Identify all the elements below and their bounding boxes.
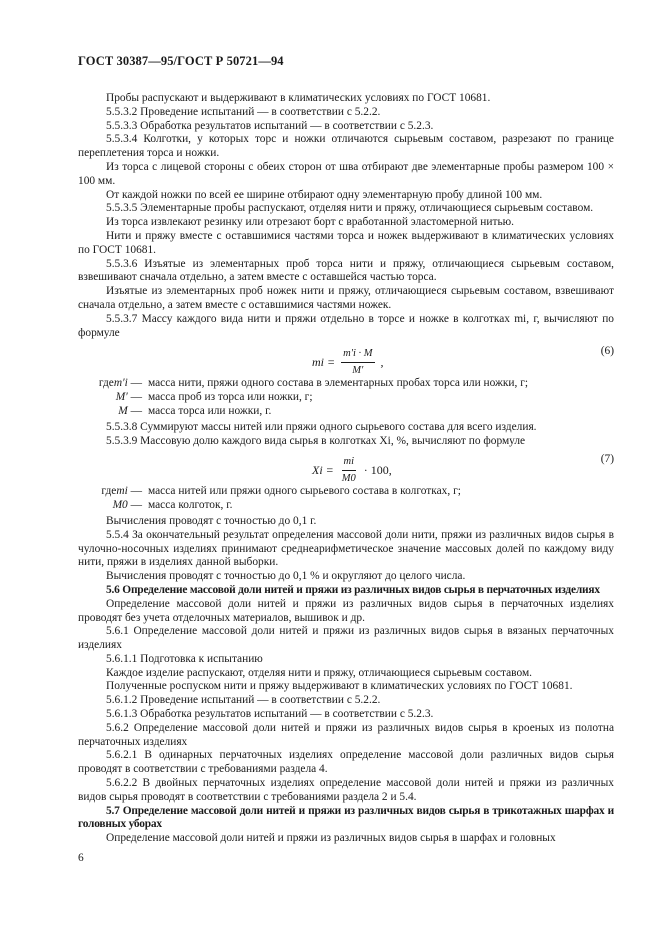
- formula-7-number: (7): [600, 453, 614, 466]
- formula-7-denominator: M0: [341, 473, 356, 485]
- paragraph: Изъятые из элементарных проб ножек нити и пряжу, отличающиеся сырьевым составом, взвешивают сначала отдельно, а затем вместе с оставшимися частями ножек.: [78, 285, 614, 311]
- formula-7-lhs: Xi =: [312, 462, 334, 477]
- paragraph-group-a: [78, 92, 614, 340]
- paragraph: Нити и пряжу вместе с оставшимися частями торса и ножек выдерживают в климатических условиях по ГОСТ 10681.: [78, 229, 614, 256]
- legend-definition: масса торса или ножки, г.: [148, 404, 272, 417]
- formula-6-numerator: m′i · M: [341, 347, 374, 363]
- paragraph: 5.6.2.2 В двойных перчаточных изделиях определение массовой доли нитей и пряжи из различных видов сырья проводят в соответствии с требованиями раздела 2 и 5.4.: [78, 777, 614, 803]
- paragraph: Вычисления проводят с точностью до 0,1 % и округляют до целого числа.: [106, 570, 466, 583]
- formula-6-legend: [78, 377, 614, 418]
- formula-7: [78, 451, 614, 485]
- legend-definition: масса нитей или пряжи одного сырьевого состава в колготках, г;: [148, 485, 461, 498]
- paragraph: 5.6.2 Определение массовой доли нитей и пряжи из различных видов сырья в кроеных из полотна перчаточных изделиях: [78, 721, 614, 748]
- paragraph: 5.5.3.6 Изъятые из элементарных проб торса нити и пряжу, отличающиеся сырьевым составом, взвешивают сначала отдельно, а затем вместе с оставшейся частью торса.: [78, 257, 614, 284]
- legend-symbol: M0 —: [112, 499, 142, 512]
- legend-lead: где: [101, 485, 117, 498]
- paragraph: Каждое изделие распускают, отделяя нити и пряжу, отличающиеся сырьевым составом.: [106, 666, 533, 679]
- paragraph: 5.5.3.8 Суммируют массы нитей или пряжи одного сырьевого состава для всего изделия.: [106, 420, 537, 433]
- paragraph: 5.5.3.4 Колготки, у которых торс и ножки отличаются сырьевым составом, разрезают по границе переплетения торса и ножки.: [78, 133, 614, 160]
- paragraph: От каждой ножки по всей ее ширине отбирают одну элементарную пробу длиной 100 мм.: [106, 188, 543, 201]
- formula-6-number: (6): [600, 345, 614, 358]
- legend-symbol: M —: [118, 404, 142, 417]
- paragraph-group-b: [78, 421, 614, 449]
- paragraph: 5.5.3.2 Проведение испытаний — в соответствии с 5.2.2.: [106, 105, 381, 118]
- paragraph: 5.6.1.3 Обработка результатов испытаний — в соответствии с 5.2.3.: [106, 708, 434, 721]
- paragraph: 5.6.1.2 Проведение испытаний — в соответствии с 5.2.2.: [106, 694, 381, 707]
- legend-symbol-text: M′: [115, 391, 128, 404]
- paragraph-group-e: [78, 832, 614, 846]
- section-heading-5-7: 5.7 Определение массовой доли нитей и пряжи из различных видов сырья в трикотажных шарфах и головных уборах: [78, 804, 614, 831]
- legend-symbol: гдеmi —: [78, 485, 148, 499]
- paragraph: 5.5.3.7 Массу каждого вида нити и пряжи отдельно в торсе и ножке в колготках mi, г, вычисляют по формуле: [78, 312, 614, 339]
- formula-7-tail: · 100,: [363, 462, 392, 477]
- document-header: ГОСТ 30387—95/ГОСТ Р 50721—94: [78, 54, 284, 68]
- paragraph: Из торса с лицевой стороны с обеих сторон от шва отбирают две элементарные пробы размером 100 × 100 мм.: [78, 160, 614, 187]
- legend-symbol: гдеm′i —: [78, 377, 148, 391]
- formula-7-expression: [312, 455, 392, 486]
- formula-7-fraction: [340, 455, 358, 486]
- paragraph: 5.5.3.5 Элементарные пробы распускают, отделяя нити и пряжу, отличающиеся сырьевым составом.: [106, 202, 594, 215]
- legend-row: [78, 377, 614, 391]
- paragraph: 5.6.2.1 В одинарных перчаточных изделиях определение массовой доли различных видов сырья проводят в соответствии с требованиями раздела 4.: [78, 749, 614, 776]
- paragraph: Полученные роспуском нити и пряжу выдерживают в климатических условиях по ГОСТ 10681.: [106, 680, 573, 693]
- legend-row: [78, 405, 614, 419]
- paragraph: 5.5.3.9 Массовую долю каждого вида сырья в колготках Xi, %, вычисляют по формуле: [106, 434, 526, 447]
- paragraph-group-c: [78, 515, 614, 584]
- legend-definition: масса нити, пряжи одного состава в элементарных пробах торса или ножки, г;: [148, 377, 529, 390]
- formula-7-numerator: mi: [342, 455, 357, 471]
- legend-definition: масса колготок, г.: [148, 499, 233, 512]
- legend-symbol-text: m′i: [113, 377, 128, 390]
- formula-7-legend: [78, 485, 614, 513]
- document-body: [78, 92, 614, 846]
- paragraph: Из торса извлекают резинку или отрезают борт с вработанной эластомерной нитью.: [106, 216, 515, 229]
- paragraph: 5.5.4 За окончательный результат определения массовой доли нити, пряжи из различных видов сырья в чулочно-носочных изделиях принимают среднеарифметическое значение массовых долей по каждому виду нити, пряжи в изделиях данной выборки.: [78, 528, 614, 569]
- legend-lead: где: [98, 377, 114, 390]
- formula-6-tail: ,: [380, 354, 384, 369]
- paragraph: 5.6.1.1 Подготовка к испытанию: [106, 652, 263, 665]
- legend-symbol-text: mi: [116, 485, 128, 498]
- section-heading-5-6: 5.6 Определение массовой доли нитей и пряжи из различных видов сырья в перчаточных изделиях: [106, 583, 600, 596]
- formula-6-denominator: M′: [352, 365, 364, 377]
- paragraph: Пробы распускают и выдерживают в климатических условиях по ГОСТ 10681.: [106, 92, 491, 104]
- paragraph-group-d: [78, 598, 614, 805]
- legend-definition: масса проб из торса или ножки, г;: [148, 391, 313, 404]
- formula-6: [78, 343, 614, 377]
- legend-row: [78, 499, 614, 513]
- page-number: 6: [78, 852, 84, 864]
- paragraph: Определение массовой доли нитей и пряжи из различных видов сырья в шарфах и головных: [106, 832, 556, 845]
- legend-row: [78, 485, 614, 499]
- paragraph: 5.6.1 Определение массовой доли нитей и пряжи из различных видов сырья в вязаных перчаточных изделиях: [78, 625, 614, 652]
- formula-6-fraction: [341, 347, 374, 378]
- formula-6-lhs: mi =: [312, 354, 336, 369]
- legend-symbol-text: M: [118, 404, 128, 417]
- paragraph: Определение массовой доли нитей и пряжи из различных видов сырья в перчаточных изделиях проводят без учета отделочных материалов, вышивок и др.: [78, 597, 614, 624]
- legend-row: [78, 391, 614, 405]
- paragraph: Вычисления проводят с точностью до 0,1 г.: [106, 514, 317, 527]
- formula-6-expression: [312, 347, 384, 378]
- paragraph: 5.5.3.3 Обработка результатов испытаний — в соответствии с 5.2.3.: [106, 119, 434, 132]
- legend-symbol: M′ —: [115, 391, 142, 404]
- legend-symbol-text: M0: [112, 499, 128, 512]
